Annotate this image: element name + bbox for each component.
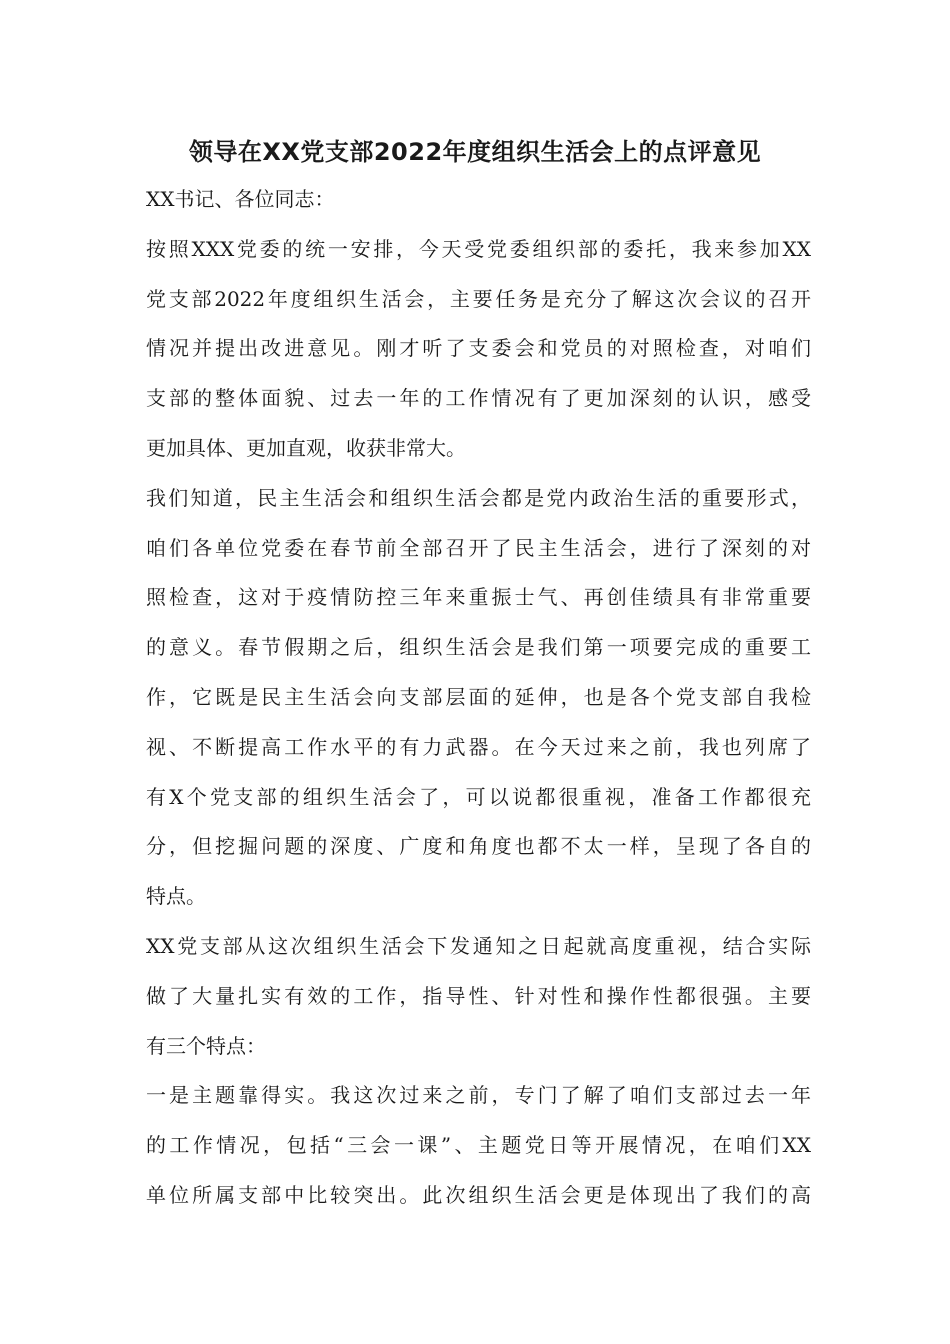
paragraph-line: 的意义。春节假期之后，组织生活会是我们第一项要完成的重要工 — [146, 635, 811, 660]
paragraph-line: XX党支部从这次组织生活会下发通知之日起就高度重视，结合实际 — [146, 933, 811, 958]
paragraph-line: 一是主题靠得实。我这次过来之前，专门了解了咱们支部过去一年 — [146, 1083, 811, 1108]
paragraph-line: 特点。 — [146, 884, 206, 909]
paragraph-line: 我们知道，民主生活会和组织生活会都是党内政治生活的重要形式， — [146, 485, 811, 510]
paragraph-line: 支部的整体面貌、过去一年的工作情况有了更加深刻的认识，感受 — [146, 386, 811, 411]
paragraph-line: 党支部2022年度组织生活会，主要任务是充分了解这次会议的召开 — [146, 286, 811, 311]
paragraph-line: 咱们各单位党委在春节前全部召开了民主生活会，进行了深刻的对 — [146, 535, 811, 560]
paragraph-line: 按照XXX党委的统一安排，今天受党委组织部的委托，我来参加XX — [146, 236, 811, 261]
paragraph-line: 情况并提出改进意见。刚才听了支委会和党员的对照检查，对咱们 — [146, 336, 811, 361]
paragraph-line: 照检查，这对于疫情防控三年来重振士气、再创佳绩具有非常重要 — [146, 585, 811, 610]
salutation: XX书记、各位同志： — [146, 187, 335, 211]
paragraph-line: 更加具体、更加直观，收获非常大。 — [146, 435, 466, 460]
paragraph-line: 作，它既是民主生活会向支部层面的延伸，也是各个党支部自我检 — [146, 684, 811, 709]
paragraph-line: 单位所属支部中比较突出。此次组织生活会更是体现出了我们的高 — [146, 1182, 811, 1207]
paragraph-line: 做了大量扎实有效的工作，指导性、针对性和操作性都很强。主要 — [146, 983, 811, 1008]
paragraph-line: 有三个特点： — [146, 1033, 266, 1058]
document-body — [146, 175, 811, 1221]
paragraph-line: 的工作情况，包括“三会一课”、主题党日等开展情况，在咱们XX — [146, 1133, 811, 1158]
document-title: 领导在XX党支部2022年度组织生活会上的点评意见 — [188, 138, 762, 166]
paragraph-line: 分，但挖掘问题的深度、广度和角度也都不太一样，呈现了各自的 — [146, 834, 811, 859]
paragraph-line: 视、不断提高工作水平的有力武器。在今天过来之前，我也列席了 — [146, 734, 811, 759]
paragraph-line: 有X个党支部的组织生活会了，可以说都很重视，准备工作都很充 — [146, 784, 811, 809]
